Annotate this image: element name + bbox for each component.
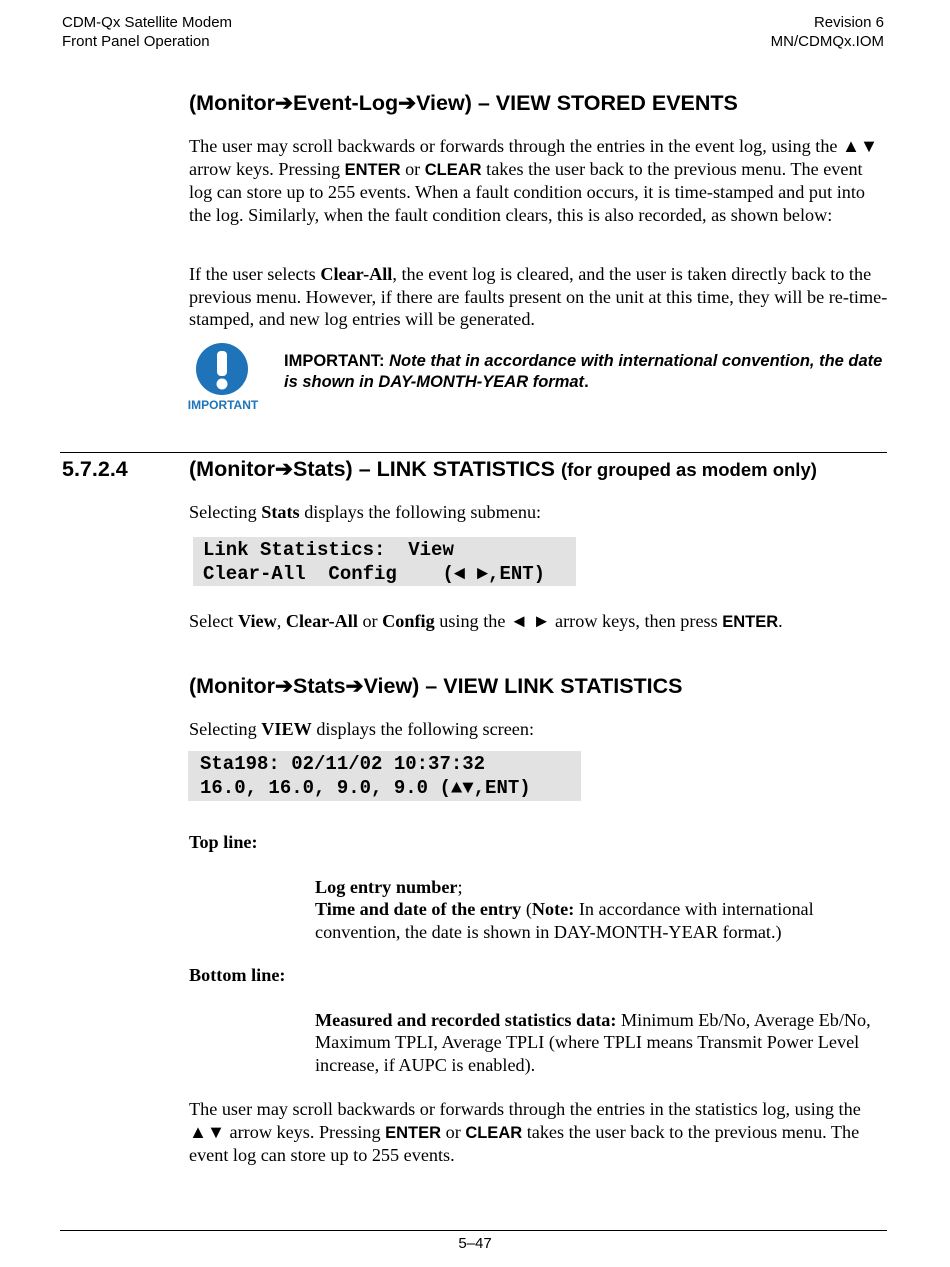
term-measured-data: Measured and recorded statistics data: <box>315 1010 617 1030</box>
bottom-line-description: Measured and recorded statistics data: Minimum Eb/No, Average Eb/No, Maximum TPLI, Average TPLI (where TPLI means Transmit Power Level increase, if AUPC is enabled). <box>315 1010 871 1075</box>
lcd-line-2: Clear-All Config (◄ ►,ENT) <box>203 562 546 585</box>
section-title: (Monitor➔Stats) – LINK STATISTICS (for grouped as modem only) <box>189 457 817 481</box>
key-enter: ENTER <box>385 1123 442 1142</box>
term-config: Config <box>382 611 435 631</box>
section-divider <box>60 452 887 453</box>
paragraph-stats-intro: Selecting Stats displays the following submenu: <box>189 502 542 522</box>
page-number: 5–47 <box>458 1235 492 1252</box>
lcd-line-1: Sta198: 02/11/02 10:37:32 <box>200 753 486 775</box>
important-note: IMPORTANT: Note that in accordance with international convention, the date is shown in DAY-MONTH-YEAR format. <box>284 352 883 391</box>
section-number: 5.7.2.4 <box>62 457 128 481</box>
term-view-caps: VIEW <box>261 719 312 739</box>
heading-view-link-statistics: (Monitor➔Stats➔View) – VIEW LINK STATISTICS <box>189 674 683 698</box>
important-note-text: Note that in accordance with international convention, the date is shown in DAY-MONTH-YEAR format <box>284 352 883 391</box>
header-section-name: Front Panel Operation <box>62 33 210 50</box>
header-doc-number: MN/CDMQx.IOM <box>770 33 884 50</box>
paragraph-select-options: Select View, Clear-All or Config using the ◄ ► arrow keys, then press ENTER. <box>189 611 783 631</box>
key-clear: CLEAR <box>465 1123 523 1142</box>
lcd-display-link-stats <box>188 751 581 801</box>
section-title-qualifier: (for grouped as modem only) <box>560 459 817 480</box>
key-clear: CLEAR <box>424 160 482 179</box>
important-icon-label: IMPORTANT <box>188 398 259 412</box>
term-view: View <box>238 611 277 631</box>
label-top-line: Top line: <box>189 832 258 852</box>
page-header-right <box>771 13 884 51</box>
term-time-date: Time and date of the entry <box>315 899 522 920</box>
header-revision: Revision 6 <box>813 14 884 31</box>
paragraph-view-intro: Selecting VIEW displays the following screen: <box>189 719 535 739</box>
term-clear-all: Clear-All <box>320 264 393 284</box>
key-enter: ENTER <box>344 160 401 179</box>
key-enter: ENTER <box>722 613 779 631</box>
term-log-entry-number: Log entry number <box>315 877 458 897</box>
header-doc-title: CDM-Qx Satellite Modem <box>62 14 233 31</box>
term-note: Note: <box>531 899 575 920</box>
paragraph-event-log-scroll: The user may scroll backwards or forwards through the entries in the event log, using the ▲▼ arrow keys. Pressing ENTER or CLEAR takes the user back to the previous menu. The event log can store up to 255 events. When a fault condition occurs, it is time-stamped and put into the log. Similarly, when the fault condition clears, this is also recorded, as shown below: <box>189 136 879 225</box>
term-stats: Stats <box>261 502 300 522</box>
heading-view-stored-events: (Monitor➔Event-Log➔View) – VIEW STORED EVENTS <box>189 91 738 115</box>
paragraph-stats-log-scroll: The user may scroll backwards or forwards through the entries in the statistics log, using the ▲▼ arrow keys. Pressing ENTER or CLEAR takes the user back to the previous menu. The event log can store up to 255 events. <box>189 1099 861 1166</box>
lcd-display-stats-menu <box>193 537 576 586</box>
label-bottom-line: Bottom line: <box>189 965 286 985</box>
important-icon <box>188 342 260 414</box>
footer-divider <box>60 1230 887 1231</box>
lcd-line-1: Link Statistics: View <box>203 539 454 561</box>
important-prefix: IMPORTANT: <box>284 352 385 370</box>
top-line-description: Log entry number; Time and date of the entry (Note: In accordance with international convention, the date is shown in DAY-MONTH-YEAR format.) <box>315 877 814 942</box>
page-header-left <box>62 13 232 51</box>
term-clear-all: Clear-All <box>285 611 358 631</box>
lcd-line-2: 16.0, 16.0, 9.0, 9.0 (▲▼,ENT) <box>200 776 531 799</box>
paragraph-clear-all: If the user selects Clear-All, the event log is cleared, and the user is taken directly back to the previous menu. However, if there are faults present on the unit at this time, they will be re-time-stamped, and new log entries will be generated. <box>189 264 888 330</box>
